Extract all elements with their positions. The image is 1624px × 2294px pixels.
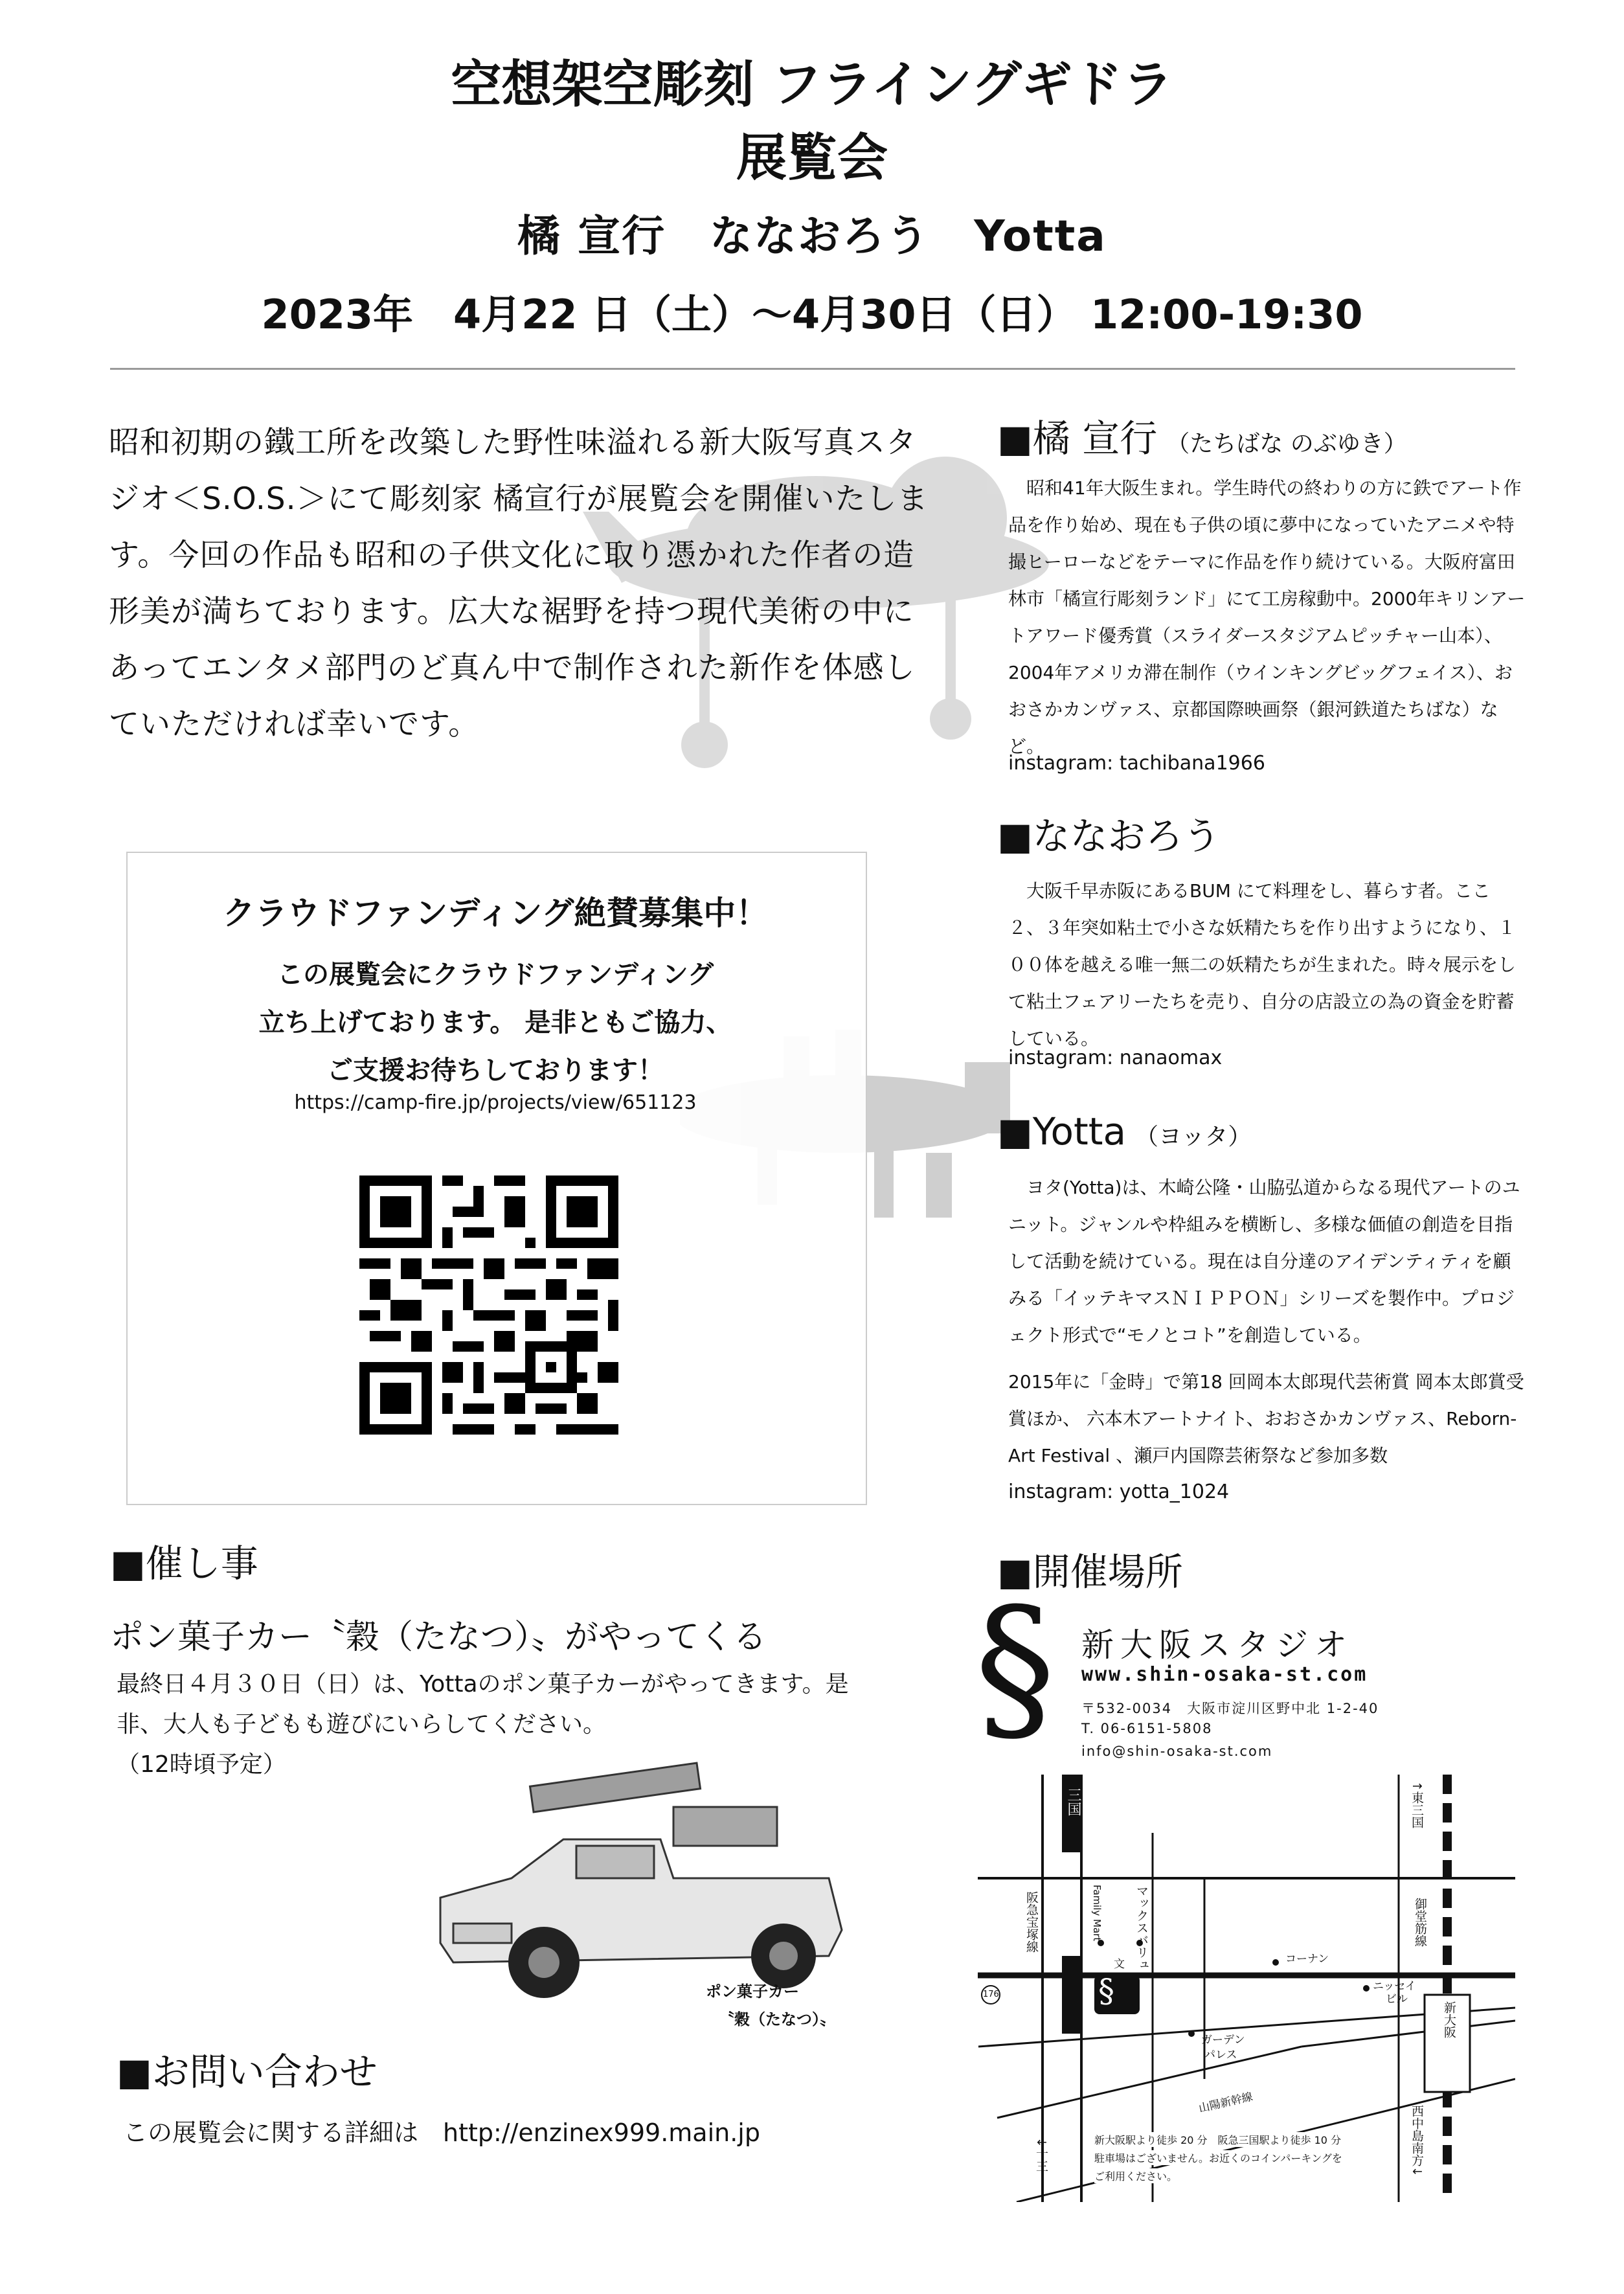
map-label-palace: パレス — [1204, 2049, 1237, 2061]
map-label-familymart: Family Mart — [1091, 1885, 1103, 1942]
map-label-route: 176 — [983, 1990, 999, 1999]
map-label-sangoku: 三国 — [1065, 1788, 1081, 1816]
page-subtitle: 展覧会 — [736, 129, 888, 187]
map-label-midosuji: 御堂筋線 — [1413, 1898, 1427, 1947]
crowdfunding-title: クラウドファンディング絶賛募集中！ — [222, 894, 769, 932]
map-label-nissei: ニッセイ — [1373, 1980, 1416, 1993]
crowdfunding-text — [126, 951, 864, 1095]
map-studio-marker-icon: § — [1098, 1972, 1114, 2010]
yotta-instagram: instagram: yotta_1024 — [1008, 1481, 1230, 1503]
map-label-nishinakajima: 西中島南方↓ — [1410, 2105, 1424, 2177]
pongashi-truck-image — [414, 1749, 881, 2021]
intro-paragraph: 昭和初期の鐵工所を改築した野性味溢れる新大阪写真スタジオ＜S.O.S.＞にて彫刻家 橘宣行が展覧会を開催いたします。今回の作品も昭和の子供文化に取り憑かれた作者の造形美が満ちております。広大な裾野を持つ現代美術の中にあってエンタメ部門のど真ん中で制作された新作を体感していただければ幸いです。 — [109, 425, 929, 742]
map-label-hankyu: 阪急宝塚線 — [1024, 1891, 1039, 1953]
map-label-school: 文 — [1114, 1958, 1125, 1971]
event-heading: ■催し事 — [110, 1541, 258, 1585]
exhibition-dates: 2023年 4月22 日（土）～4月30日（日） 12:00-19:30 — [261, 291, 1363, 338]
contact-text: この展覧会に関する詳細は http://enzinex999.main.jp — [123, 2118, 760, 2147]
map-label-biru: ビル — [1386, 1993, 1408, 2006]
map-label-maxvalu: マックスバリュ — [1134, 1885, 1149, 1971]
studio-address: 〒532-0034 大阪市淀川区野中北 1-2-40 — [1081, 1701, 1379, 1716]
yotta-heading — [997, 1109, 1252, 1153]
event-title: ポン菓子カー〝穀（たなつ）〟がやってくる — [110, 1618, 767, 1657]
event-body-time: （12時頃予定） — [117, 1751, 286, 1778]
yotta-name: ■Yotta — [997, 1109, 1127, 1153]
map-label-sanyo: 山陽新幹線 — [1197, 2090, 1254, 2116]
qr-code[interactable] — [359, 1175, 618, 1435]
tachibana-bio: 昭和41年大阪生まれ。学生時代の終わりの方に鉄でアート作品を作り始め、現在も子供の頃に夢中になっていたアニメや特撮ヒーローなどをテーマに作品を作り続けている。大阪府富田林市「橘宣行彫刻ランド」にて工房稼動中。2000年キリンアートアワード優秀賞（スライダースタジアムピッチャー山本）、2004年アメリカ滞在制作（ウインキングビッグフェイス）、おおさかカンヴァス、京都国際映画祭（銀河鉄道たちばな）など。 — [1008, 477, 1526, 757]
event-body-main: 最終日４月３０日（日）は、Yottaのポン菓子カーがやってきます。是非、大人も子どもも遊びにいらしてください。 — [117, 1671, 849, 1738]
crowdfunding-line-2: 立ち上げております。 是非ともご協力、 — [258, 1008, 732, 1038]
page-title: 空想架空彫刻 フライングギドラ — [451, 56, 1173, 114]
studio-email: info@shin-osaka-st.com — [1081, 1743, 1273, 1759]
truck-caption-2: 〝穀（たなつ）〟 — [719, 2010, 835, 2028]
tachibana-name: ■橘 宣行 — [997, 416, 1158, 460]
map-note-access: 新大阪駅より徒歩 20 分 阪急三国駅より徒歩 10 分 — [1094, 2132, 1341, 2147]
studio-phone: T. 06-6151-5808 — [1081, 1721, 1213, 1736]
map-label-konan: コーナン — [1285, 1953, 1329, 1966]
tachibana-heading — [997, 416, 1407, 460]
map-note-parking: 駐車場はございません。お近くのコインパーキングを — [1094, 2150, 1342, 2165]
yotta-bio: ヨタ(Yotta)は、木崎公隆・山脇弘道からなる現代アートのユニット。ジャンルや枠組みを横断し、多様な価値の創造を目指して活動を続けている。現在は自分達のアイデンティティを顧みる「イッテキマスＮＩＰＰＯＮ」シリーズを製作中。プロジェクト形式で“モノとコト”を創造している。 — [1008, 1177, 1520, 1346]
map-label-shinosaka: 新大阪 — [1442, 2001, 1456, 2038]
tachibana-reading: （たちばな のぶゆき） — [1166, 431, 1407, 457]
studio-website-link[interactable]: www.shin-osaka-st.com — [1081, 1663, 1368, 1686]
tachibana-instagram: instagram: tachibana1966 — [1008, 752, 1265, 775]
nanaoro-heading: ■ななおろう — [997, 814, 1221, 858]
yotta-bio-awards: 2015年に「金時」で第18 回岡本太郎現代芸術賞 岡本太郎賞受賞ほか、 六本木アートナイト、おおさかカンヴァス、Reborn-Art Festival 、瀬戸内国際芸術祭など参加多数 — [1008, 1371, 1524, 1466]
yotta-reading: （ヨッタ） — [1135, 1124, 1252, 1150]
header-divider — [110, 368, 1515, 370]
map-label-garden: ガーデン — [1201, 2034, 1245, 2047]
contact-heading: ■お問い合わせ — [117, 2050, 378, 2094]
truck-caption-1: ポン菓子カー — [706, 1982, 799, 2001]
venue-heading: ■開催場所 — [997, 1550, 1183, 1594]
nanaoro-instagram: instagram: nanaomax — [1008, 1047, 1223, 1069]
map-note-coinparking: ご利用ください。 — [1094, 2168, 1177, 2183]
crowdfunding-url-link[interactable]: https://camp-fire.jp/projects/view/651123 — [294, 1091, 697, 1114]
nanaoro-bio: 大阪千早赤阪にあるBUM にて料理をし、暮らす者。ここ２、３年突如粘土で小さな妖精たちを作り出すようになり、１００体を越える唯一無二の妖精たちが生まれた。時々展示をして粘土フェアリーたちを売り、自分の店設立の為の資金を貯蓄している。 — [1008, 880, 1517, 1049]
map-label-higashimikuni: ↑東三国 — [1410, 1781, 1424, 1828]
studio-name: 新大阪スタジオ — [1081, 1626, 1353, 1664]
crowdfunding-line-3: ご支援お待ちしております！ — [327, 1056, 664, 1085]
studio-logo-icon: § — [975, 1573, 1055, 1762]
access-map — [978, 1775, 1515, 2202]
artist-names: 橘 宣行 ななおろう Yotta — [517, 211, 1107, 261]
crowdfunding-line-1: この展覧会にクラウドファンディング — [277, 960, 714, 990]
map-label-juso: ↓十三 — [1034, 2137, 1048, 2172]
